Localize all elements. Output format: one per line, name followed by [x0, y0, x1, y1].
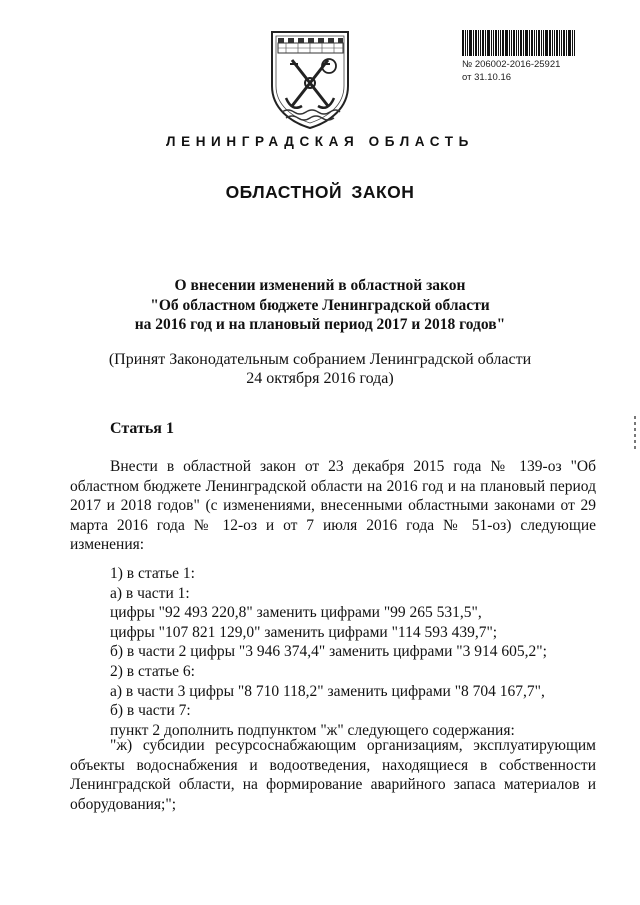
adoption-note [60, 350, 580, 388]
barcode-bar [473, 30, 474, 56]
adoption-note-line: 24 октября 2016 года) [246, 370, 394, 387]
barcode-bar [465, 30, 466, 56]
barcode-bar [513, 30, 515, 56]
barcode-bar [556, 30, 558, 56]
coat-of-arms-emblem [268, 28, 352, 130]
barcode-bar [561, 30, 562, 56]
barcode-bar [462, 30, 464, 56]
barcode-bar [498, 30, 499, 56]
barcode-bar [566, 30, 567, 56]
barcode-bar [545, 30, 548, 56]
barcode-bar [549, 30, 551, 56]
barcode-bar [485, 30, 486, 56]
article-heading: Статья 1 [110, 420, 174, 437]
barcode-bar [480, 30, 481, 56]
barcode-bar [520, 30, 522, 56]
barcode-bar [493, 30, 494, 56]
amendment-line: а) в части 3 цифры "8 710 118,2" заменить цифрами "8 704 167,7", [110, 682, 545, 700]
barcode-bar [563, 30, 565, 56]
registration-date: от 31.10.16 [462, 72, 512, 83]
barcode [462, 30, 602, 56]
barcode-bar [559, 30, 560, 56]
barcode-bar [529, 30, 530, 56]
barcode-bar [538, 30, 540, 56]
barcode-bar [541, 30, 542, 56]
barcode-bar [509, 30, 510, 56]
law-title-line: "Об областном бюджете Ленинградской области [150, 296, 490, 314]
amendment-line: цифры "107 821 129,0" заменить цифрами "114 593 439,7"; [110, 623, 498, 641]
amendment-line: пункт 2 дополнить подпунктом "ж" следующего содержания: [110, 721, 515, 739]
barcode-bar [467, 30, 468, 56]
barcode-bar [511, 30, 512, 56]
barcode-bar [482, 30, 484, 56]
barcode-bar [505, 30, 508, 56]
amendment-line: 2) в статье 6: [110, 663, 195, 680]
barcode-bar [491, 30, 492, 56]
amendment-line: б) в части 7: [110, 702, 191, 719]
barcode-bar [516, 30, 517, 56]
registration-stamp [462, 58, 560, 84]
registration-number: № 206002-2016-25921 [462, 59, 561, 70]
barcode-bar [536, 30, 537, 56]
barcode-bar [531, 30, 533, 56]
barcode-bar [475, 30, 477, 56]
region-name: ЛЕНИНГРАДСКАЯ ОБЛАСТЬ [166, 134, 474, 149]
quoted-subparagraph: "ж) субсидии ресурсоснабжающим организациям, эксплуатирующим объекты водоснабжения и водоотведения, находящиеся в собственности Ленинградской области, на формирование аварийного запаса материалов и оборудования;"; [70, 737, 596, 813]
law-title-line: О внесении изменений в областной закон [174, 277, 466, 294]
amendment-line: б) в части 2 цифры "3 946 374,4" заменить цифрами "3 914 605,2"; [110, 643, 547, 660]
barcode-bar [478, 30, 479, 56]
adoption-note-line: (Принят Законодательным собранием Ленинградской области [108, 351, 532, 368]
barcode-bar [502, 30, 504, 56]
barcode-bar [487, 30, 490, 56]
barcode-bar [469, 30, 472, 56]
document-type: ОБЛАСТНОЙ ЗАКОН [225, 182, 415, 202]
barcode-bar [523, 30, 524, 56]
margin-dash-mark [634, 416, 636, 452]
barcode-bar [568, 30, 571, 56]
law-title-line: на 2016 год и на плановый период 2017 и 2018 годов" [134, 316, 506, 333]
amendment-line: а) в части 1: [110, 584, 190, 602]
article-intro-paragraph: Внести в областной закон от 23 декабря 2015 года № 139-оз "Об областном бюджете Ленинградской области на 2016 год и на плановый период 2017 и 2018 годов" (с изменениями, внесенными областными законами от 29 марта 2016 года № 12-оз и от 7 июля 2016 года № 51-оз) следующие изменения: [70, 458, 596, 553]
barcode-bar [572, 30, 573, 56]
barcode-bar [525, 30, 528, 56]
law-title [60, 276, 580, 335]
amendment-line: цифры "92 493 220,8" заменить цифрами "99 265 531,5", [110, 604, 482, 621]
barcode-bar [500, 30, 501, 56]
barcode-bar [554, 30, 555, 56]
barcode-bar [574, 30, 575, 56]
barcode-bar [543, 30, 544, 56]
barcode-bar [518, 30, 519, 56]
amendment-line: 1) в статье 1: [110, 565, 195, 582]
barcode-bar [534, 30, 535, 56]
barcode-bar [495, 30, 497, 56]
amendment-group-article-6 [110, 662, 545, 740]
amendment-group-article-1 [110, 564, 547, 662]
barcode-bar [552, 30, 553, 56]
